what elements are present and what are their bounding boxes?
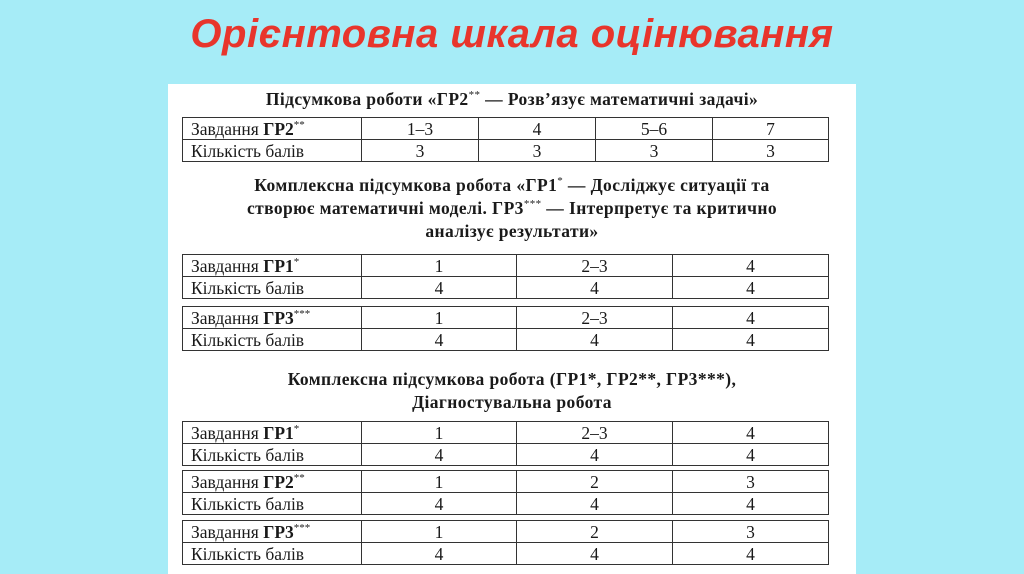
task-label: Завдання [191,422,264,443]
section1-gr2-table [182,117,829,162]
section1-heading [168,88,856,111]
points-cell: 4 [517,444,673,466]
task-cell: 1 [362,255,517,277]
task-label: Завдання [191,521,264,542]
task-label-cell [183,118,362,140]
task-label-cell [183,521,362,543]
task-row [183,307,829,329]
points-cell: 3 [479,140,596,162]
task-label: Завдання [191,255,264,276]
group-sup: ** [293,471,305,484]
task-cell: 2–3 [517,422,673,444]
document-scan [168,84,856,574]
points-row [183,444,829,466]
group-code: ГР3 [263,521,294,542]
section3-heading [168,368,856,414]
group-code: ГР1 [263,255,294,276]
points-cell: 3 [596,140,713,162]
task-row [183,118,829,140]
task-cell: 1 [362,521,517,543]
task-label-cell [183,307,362,329]
task-label-cell [183,471,362,493]
points-cell: 4 [673,329,829,351]
points-cell: 4 [517,329,673,351]
section2-heading-line2-pre: створює математичні моделі. ГР3 [246,198,524,218]
task-cell: 1–3 [362,118,479,140]
points-label: Кількість балів [183,493,362,515]
group-sup: *** [293,307,311,320]
points-label: Кількість балів [183,543,362,565]
section1-heading-pre: Підсумкова роботи «ГР2 [265,89,469,109]
task-cell: 1 [362,471,517,493]
group-sup: * [293,422,300,435]
points-label: Кількість балів [183,444,362,466]
section3-gr2-table [182,470,829,515]
section1-heading-post: — Розв’язує математичні задачі» [480,89,759,109]
points-cell: 4 [362,277,517,299]
section3-heading-line2: Діагностувальна робота [412,392,612,412]
task-label-cell [183,422,362,444]
task-cell: 4 [673,422,829,444]
points-cell: 3 [362,140,479,162]
points-cell: 4 [673,277,829,299]
points-cell: 4 [517,493,673,515]
task-label: Завдання [191,471,264,492]
section2-heading-line2-post: — Інтерпретує та критично [541,198,778,218]
points-cell: 4 [517,543,673,565]
task-label-cell [183,255,362,277]
task-cell: 2–3 [517,307,673,329]
points-row [183,329,829,351]
group-sup: ** [293,118,305,131]
section3-heading-line1: Комплексна підсумкова робота (ГР1*, ГР2**, ГР3***), [287,369,737,389]
section2-heading [168,174,856,243]
points-cell: 4 [362,493,517,515]
points-cell: 4 [673,493,829,515]
section2-gr3-table [182,306,829,351]
points-row [183,140,829,162]
points-row [183,543,829,565]
points-label: Кількість балів [183,329,362,351]
task-row [183,471,829,493]
slide-title: Орієнтовна шкала оцінювання [190,12,834,56]
section2-heading-line1 [168,174,856,197]
points-row [183,277,829,299]
points-cell: 4 [362,329,517,351]
task-cell: 4 [673,255,829,277]
task-cell: 1 [362,422,517,444]
section2-heading-line1-post: — Досліджує ситуації та [563,175,770,195]
group-sup: * [293,255,300,268]
group-sup: *** [293,521,311,534]
points-cell: 4 [673,543,829,565]
task-row [183,255,829,277]
section2-heading-line1-sup: * [557,175,564,188]
section3-gr1-table [182,421,829,466]
task-row [183,422,829,444]
task-cell: 7 [713,118,829,140]
task-cell: 3 [673,521,829,543]
group-code: ГР3 [263,307,294,328]
section2-heading-line1-pre: Комплексна підсумкова робота «ГР1 [254,175,558,195]
task-cell: 3 [673,471,829,493]
task-cell: 5–6 [596,118,713,140]
points-cell: 4 [362,444,517,466]
section3-gr3-table [182,520,829,565]
section2-heading-line2-sup: *** [523,198,542,211]
points-row [183,493,829,515]
points-label: Кількість балів [183,277,362,299]
points-cell: 3 [713,140,829,162]
points-cell: 4 [673,444,829,466]
group-code: ГР2 [263,471,294,492]
task-cell: 2 [517,471,673,493]
section1-heading-sup: ** [468,89,481,102]
task-cell: 4 [673,307,829,329]
task-cell: 1 [362,307,517,329]
points-cell: 4 [517,277,673,299]
task-cell: 2 [517,521,673,543]
points-cell: 4 [362,543,517,565]
section2-heading-line2 [168,197,856,220]
points-label: Кількість балів [183,140,362,162]
task-cell: 2–3 [517,255,673,277]
group-code: ГР2 [263,118,294,139]
section2-gr1-table [182,254,829,299]
task-label: Завдання [191,118,264,139]
task-label: Завдання [191,307,264,328]
task-row [183,521,829,543]
group-code: ГР1 [263,422,294,443]
section2-heading-line3: аналізує результати» [425,221,599,241]
task-cell: 4 [479,118,596,140]
